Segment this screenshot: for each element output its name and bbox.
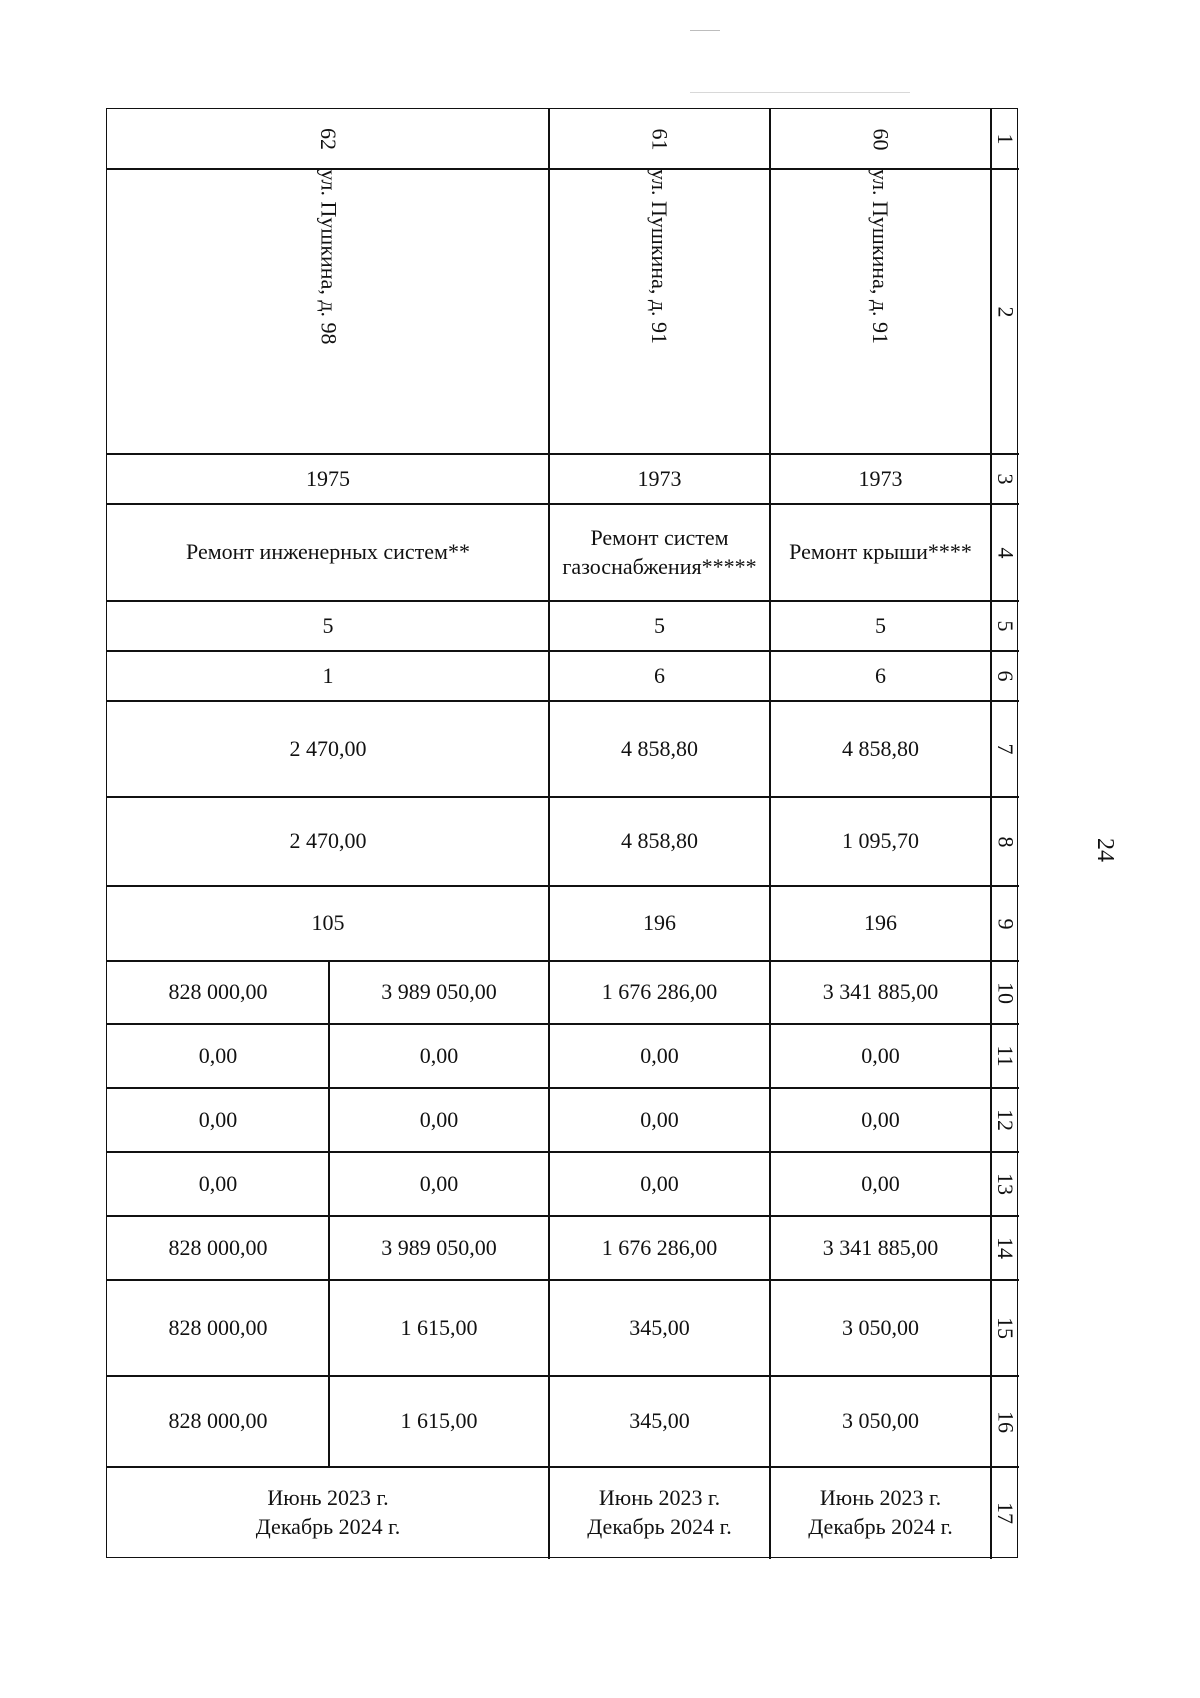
work-period: Июнь 2023 г. Декабрь 2024 г. xyxy=(255,1485,401,1539)
column-number-8-cell xyxy=(991,797,1019,886)
value-c16-a: 828 000,00 xyxy=(168,1408,268,1434)
table xyxy=(106,108,1018,1558)
value-c15: 3 050,00 xyxy=(842,1314,919,1340)
work-period: Июнь 2023 г. Декабрь 2024 г. xyxy=(808,1485,953,1539)
value-c6: 1 xyxy=(322,662,334,688)
value-c15-a: 828 000,00 xyxy=(168,1314,268,1340)
record-number: 61 xyxy=(647,128,673,150)
address-cell xyxy=(107,169,549,454)
column-number-3-cell xyxy=(991,454,1019,504)
value-c11-b: 0,00 xyxy=(419,1042,459,1068)
value-c14: 1 676 286,00 xyxy=(601,1234,718,1260)
value-c7: 4 858,80 xyxy=(842,735,919,761)
value-c12: 0,00 xyxy=(861,1106,900,1132)
record-number-cell xyxy=(549,109,770,169)
value-c11: 0,00 xyxy=(640,1042,679,1068)
column-number-15: 15 xyxy=(993,1317,1018,1339)
work-period: Июнь 2023 г. Декабрь 2024 г. xyxy=(587,1485,732,1539)
work-type: Ремонт крыши**** xyxy=(789,539,972,565)
column-number-1: 1 xyxy=(993,133,1018,145)
value-c16: 345,00 xyxy=(629,1408,690,1434)
column-number-4: 4 xyxy=(993,547,1018,558)
column-number-6: 6 xyxy=(993,670,1018,682)
build-year: 1973 xyxy=(858,465,903,491)
value-c8: 2 470,00 xyxy=(289,828,367,854)
column-number-2: 2 xyxy=(993,306,1018,317)
column-number-7: 7 xyxy=(993,743,1018,755)
column-number-9-cell xyxy=(991,886,1019,961)
column-number-7-cell xyxy=(991,701,1019,797)
column-number-2-cell xyxy=(991,169,1019,454)
value-c13: 0,00 xyxy=(640,1170,679,1196)
column-number-1-cell xyxy=(991,109,1019,169)
value-c9: 196 xyxy=(643,910,676,936)
value-c10: 3 341 885,00 xyxy=(822,979,939,1005)
value-c14-b: 3 989 050,00 xyxy=(381,1234,497,1260)
column-number-17: 17 xyxy=(993,1502,1018,1524)
value-c8: 1 095,70 xyxy=(842,828,919,854)
value-c10-b: 3 989 050,00 xyxy=(381,979,497,1005)
column-number-16-cell xyxy=(991,1376,1019,1467)
value-c8: 4 858,80 xyxy=(621,828,698,854)
page-number: 24 xyxy=(1092,838,1119,862)
record-number-cell xyxy=(770,109,991,169)
value-c16-b: 1 615,00 xyxy=(400,1408,478,1434)
column-number-9: 9 xyxy=(993,918,1018,929)
value-c5: 5 xyxy=(654,612,665,638)
value-c6: 6 xyxy=(875,662,886,688)
column-number-17-cell xyxy=(991,1467,1019,1559)
value-c14-a: 828 000,00 xyxy=(168,1234,268,1260)
record-number: 60 xyxy=(868,128,894,150)
record-number: 62 xyxy=(316,128,341,150)
value-c12: 0,00 xyxy=(640,1106,679,1132)
scan-noise xyxy=(690,92,910,93)
value-c15: 345,00 xyxy=(629,1314,690,1340)
record-number-cell xyxy=(107,109,549,169)
build-year: 1975 xyxy=(306,465,350,491)
value-c14: 3 341 885,00 xyxy=(822,1234,939,1260)
column-number-13: 13 xyxy=(993,1173,1018,1195)
value-c5: 5 xyxy=(875,612,886,638)
value-c6: 6 xyxy=(654,662,665,688)
value-c11: 0,00 xyxy=(861,1042,900,1068)
column-number-5: 5 xyxy=(993,620,1018,632)
address: ул. Пушкина, д. 91 xyxy=(647,169,673,345)
value-c12-b: 0,00 xyxy=(419,1106,459,1132)
column-number-14-cell xyxy=(991,1216,1019,1280)
address: ул. Пушкина, д. 98 xyxy=(316,169,341,345)
column-number-8: 8 xyxy=(993,836,1018,847)
value-c7: 2 470,00 xyxy=(289,735,367,761)
column-number-12: 12 xyxy=(993,1109,1018,1131)
column-number-16: 16 xyxy=(993,1410,1018,1433)
column-number-14: 14 xyxy=(993,1237,1018,1259)
column-number-3: 3 xyxy=(993,473,1018,485)
value-c16: 3 050,00 xyxy=(842,1408,919,1434)
column-number-4-cell xyxy=(991,504,1019,601)
address: ул. Пушкина, д. 91 xyxy=(868,169,894,345)
column-number-6-cell xyxy=(991,651,1019,701)
value-c13-a: 0,00 xyxy=(198,1170,238,1196)
column-number-10: 10 xyxy=(993,981,1018,1004)
column-number-13-cell xyxy=(991,1152,1019,1216)
column-number-15-cell xyxy=(991,1280,1019,1376)
work-type: Ремонт систем газоснабжения***** xyxy=(562,524,757,579)
value-c5: 5 xyxy=(322,612,334,638)
value-c9: 105 xyxy=(311,910,345,936)
value-c10: 1 676 286,00 xyxy=(601,979,718,1005)
column-number-11-cell xyxy=(991,1024,1019,1088)
column-number-12-cell xyxy=(991,1088,1019,1152)
value-c9: 196 xyxy=(864,910,897,936)
scan-noise xyxy=(690,30,720,31)
column-number-10-cell xyxy=(991,961,1019,1024)
value-c7: 4 858,80 xyxy=(621,735,698,761)
value-c12-a: 0,00 xyxy=(198,1106,238,1132)
value-c15-b: 1 615,00 xyxy=(400,1314,478,1340)
value-c13: 0,00 xyxy=(861,1170,900,1196)
address-cell xyxy=(770,169,991,454)
value-c13-b: 0,00 xyxy=(419,1170,459,1196)
work-type: Ремонт инженерных систем** xyxy=(186,539,470,565)
build-year: 1973 xyxy=(637,465,682,491)
address-cell xyxy=(549,169,770,454)
column-number-11: 11 xyxy=(993,1045,1018,1067)
value-c11-a: 0,00 xyxy=(198,1042,238,1068)
column-number-5-cell xyxy=(991,601,1019,651)
value-c10-a: 828 000,00 xyxy=(168,979,268,1005)
